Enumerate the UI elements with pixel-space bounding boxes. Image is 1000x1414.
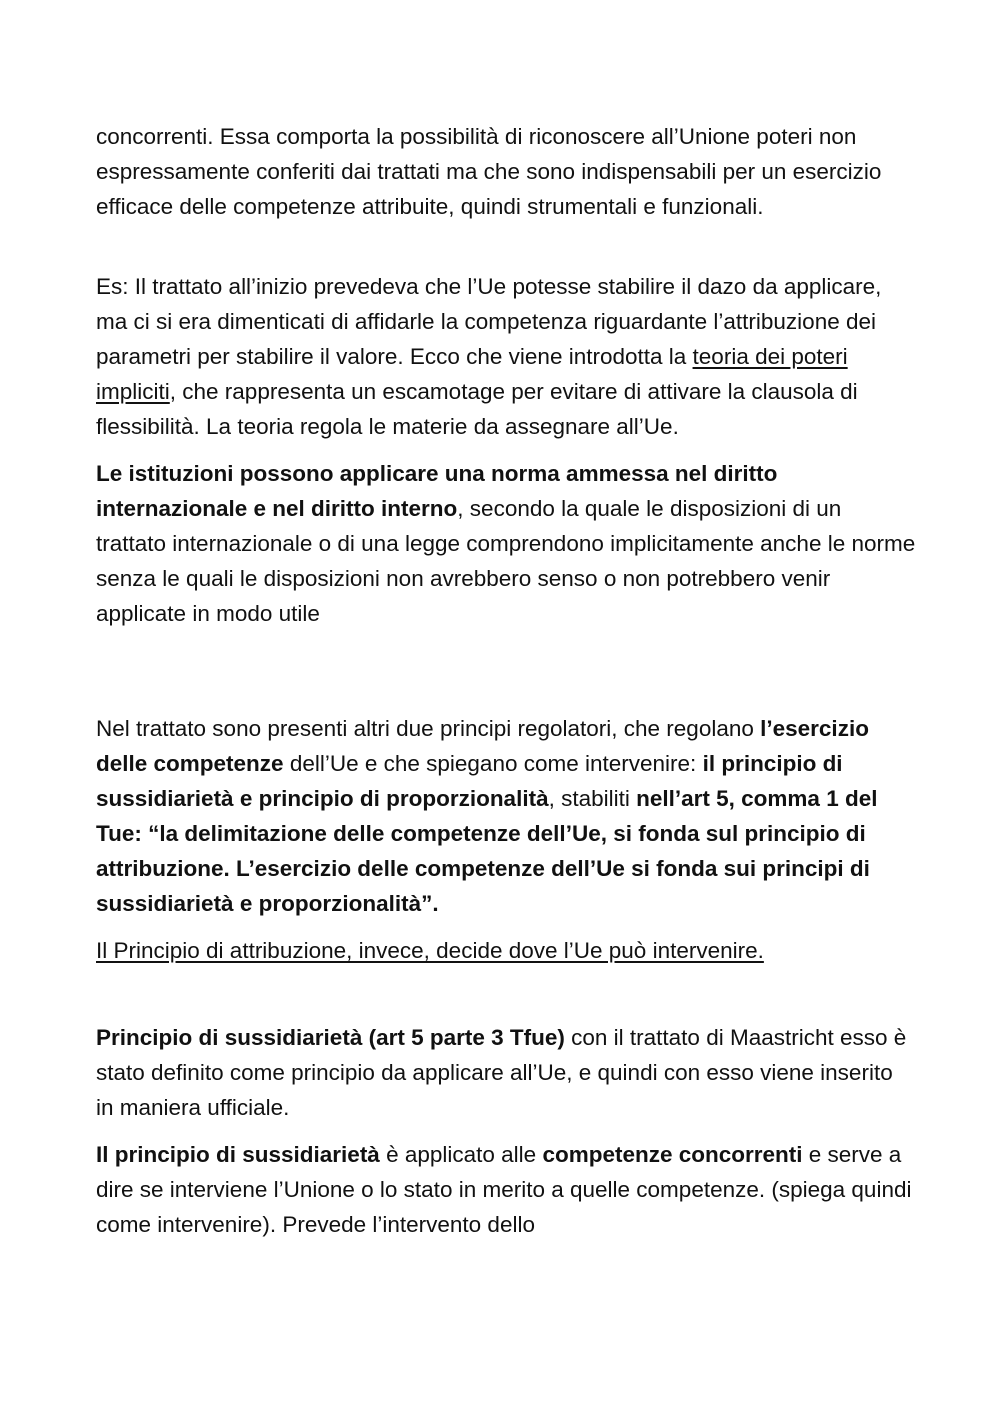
paragraph-principio-attribuzione — [96, 933, 916, 968]
bold-text: il principio di sussidiarietà e principio di proporzionalità — [96, 751, 843, 811]
paragraph-example — [96, 269, 916, 444]
document-page — [96, 119, 916, 1242]
paragraph-text: , che rappresenta un escamotage per evitare di attivare la clausola di flessibilità. La teoria regola le materie da assegnare all’Ue. — [96, 379, 858, 439]
bold-text: Le istituzioni possono applicare una norma ammessa nel diritto internazionale e nel diritto interno — [96, 461, 778, 521]
paragraph-text: Nel trattato sono presenti altri due principi regolatori, che regolano — [96, 716, 761, 741]
underlined-text: Il Principio di attribuzione, invece, decide dove l’Ue può intervenire. — [96, 938, 764, 963]
paragraph-text: dell’Ue e che spiegano come intervenire: — [283, 751, 703, 776]
bold-heading-sussidiarieta: Principio di sussidiarietà (art 5 parte 3 Tfue) — [96, 1025, 565, 1050]
paragraph-text: è applicato alle — [379, 1142, 543, 1167]
bold-text: Il principio di sussidiarietà — [96, 1142, 380, 1167]
paragraph-poteri-impliciti-intro — [96, 119, 916, 224]
bold-text: competenze concorrenti — [542, 1142, 803, 1167]
underlined-term-teoria-poteri-impliciti: teoria dei poteri impliciti — [96, 344, 848, 404]
bold-quote-art5: nell’art 5, comma 1 del Tue: “la delimitazione delle competenze dell’Ue, si fonda sul principio di attribuzione. L’esercizio delle competenze dell’Ue si fonda sui principi di sussidiarietà e proporzionalità”. — [96, 786, 878, 916]
paragraph-text: e serve a dire se interviene l’Unione o lo stato in merito a quelle competenze. (spiega quindi come intervenire). Prevede l’intervento dello — [96, 1142, 912, 1237]
paragraph-text: , stabiliti — [548, 786, 637, 811]
paragraph-principi-regolatori — [96, 711, 916, 921]
paragraph-text: con il trattato di Maastricht esso è stato definito come principio da applicare all’Ue, e quindi con esso viene inserito in maniera ufficiale. — [96, 1025, 907, 1120]
paragraph-norma-ammessa — [96, 456, 916, 631]
paragraph-sussidiarieta-competenze — [96, 1137, 916, 1242]
bold-text: l’esercizio delle competenze — [96, 716, 869, 776]
paragraph-text: concorrenti. Essa comporta la possibilità di riconoscere all’Unione poteri non espressamente conferiti dai trattati ma che sono indispensabili per un esercizio efficace delle competenze attribuite, quindi strumentali e funzionali. — [96, 124, 882, 219]
paragraph-text: Es: Il trattato all’inizio prevedeva che l’Ue potesse stabilire il dazo da applicare, ma ci si era dimenticati di affidarle la competenza riguardante l’attribuzione dei parametri per stabilire il valore. Ecco che viene introdotta la — [96, 274, 882, 369]
paragraph-sussidiarieta-maastricht — [96, 1020, 916, 1125]
paragraph-text: , secondo la quale le disposizioni di un trattato internazionale o di una legge comprendono implicitamente anche le norme senza le quali le disposizioni non avrebbero senso o non potrebbero venir applicate in modo utile — [96, 496, 916, 626]
